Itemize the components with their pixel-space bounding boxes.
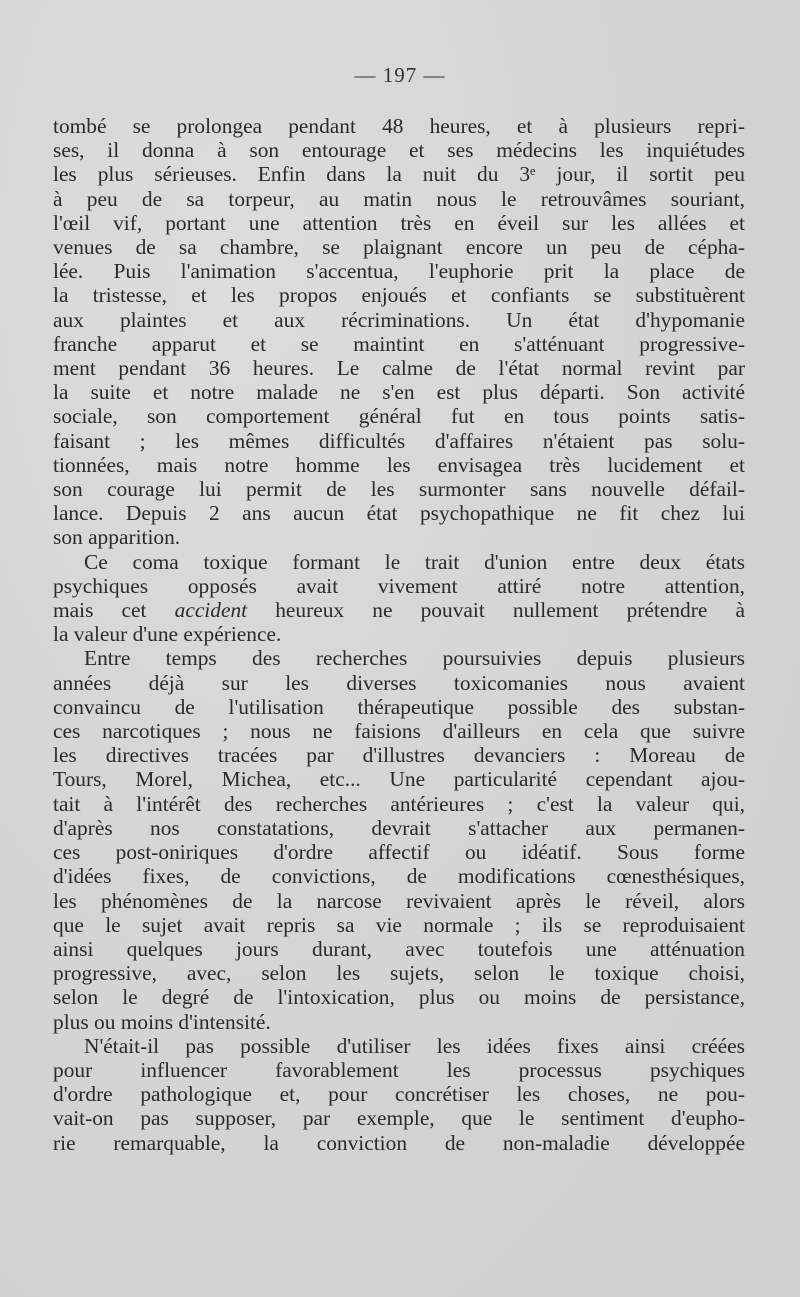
paragraph [53, 114, 745, 550]
text-line: aux plaintes et aux récriminations. Un état d'hypomanie [53, 307, 745, 332]
text-line: N'était-il pas possible d'utiliser les idées fixes ainsi créées [84, 1033, 745, 1058]
text-line: mais cet accident heureux ne pouvait nullement prétendre à [53, 598, 745, 623]
text-line: venues de sa chambre, se plaignant encore un peu de cépha- [53, 235, 745, 260]
text-line: lée. Puis l'animation s'accentua, l'euphorie prit la place de [53, 259, 745, 284]
text-line: les directives tracées par d'illustres devanciers : Moreau de [53, 743, 745, 768]
text-line: franche apparut et se maintint en s'atténuant progressive- [53, 331, 745, 356]
page-number: — 197 — [354, 63, 446, 87]
body-text [53, 114, 745, 1155]
text-line: faisant ; les mêmes difficultés d'affaires n'étaient pas solu- [53, 428, 745, 453]
text-line: années déjà sur les diverses toxicomanies nous avaient [53, 670, 745, 695]
text-line: selon le degré de l'intoxication, plus ou moins de persistance, [53, 985, 745, 1010]
text-line: que le sujet avait repris sa vie normale ; ils se reproduisaient [53, 912, 745, 937]
text-line: ment pendant 36 heures. Le calme de l'état normal revint par [53, 356, 745, 381]
text-line: Tours, Morel, Michea, etc... Une particularité cependant ajou- [53, 767, 745, 792]
italic-text: accident [174, 598, 248, 623]
text-line: ces narcotiques ; nous ne faisions d'ailleurs en cela que suivre [53, 719, 745, 744]
text-line: les phénomènes de la narcose revivaient après le réveil, alors [53, 888, 745, 913]
text-line: d'après nos constatations, devrait s'attacher aux permanen- [53, 815, 745, 840]
text-line: d'idées fixes, de convictions, de modifications cœnesthésiques, [53, 864, 745, 889]
text-line: la tristesse, et les propos enjoués et confiants se substituèrent [53, 283, 745, 308]
paragraph [53, 550, 745, 647]
text-line: Ce coma toxique formant le trait d'union entre deux états [84, 549, 745, 574]
text-line: pour influencer favorablement les processus psychiques [53, 1057, 745, 1082]
text-line: Entre temps des recherches poursuivies depuis plusieurs [84, 646, 745, 671]
text-line: d'ordre pathologique et, pour concrétiser les choses, ne pou- [53, 1082, 745, 1107]
text-line: vait-on pas supposer, par exemple, que le sentiment d'eupho- [53, 1106, 745, 1131]
text-line: la suite et notre malade ne s'en est plus départi. Son activité [53, 380, 745, 405]
text-line: rie remarquable, la conviction de non-maladie développée [53, 1130, 745, 1155]
text-line: la valeur d'une expérience. [53, 622, 282, 647]
text-line: convaincu de l'utilisation thérapeutique possible des substan- [53, 694, 745, 719]
text-line: à peu de sa torpeur, au matin nous le retrouvâmes souriant, [53, 186, 745, 211]
text-line: sociale, son comportement général fut en tous points satis- [53, 404, 745, 429]
text-line: son courage lui permit de les surmonter sans nouvelle défail- [53, 477, 745, 502]
text-line: ainsi quelques jours durant, avec toutefois une atténuation [53, 936, 745, 961]
text-line: psychiques opposés avait vivement attiré notre attention, [53, 573, 745, 598]
text-line: ces post-oniriques d'ordre affectif ou idéatif. Sous forme [53, 840, 745, 865]
text-line: plus ou moins d'intensité. [53, 1009, 271, 1034]
text-line: tionnées, mais notre homme les envisagea très lucidement et [53, 452, 745, 477]
text-line: son apparition. [53, 525, 181, 550]
text-line: ses, il donna à son entourage et ses médecins les inquiétudes [53, 138, 745, 163]
text-line: tombé se prolongea pendant 48 heures, et à plusieurs repri- [53, 114, 745, 138]
text-line: progressive, avec, selon les sujets, selon le toxique choisi, [53, 961, 745, 986]
paragraph [53, 1034, 745, 1155]
text-line: tait à l'intérêt des recherches antérieures ; c'est la valeur qui, [53, 791, 745, 816]
text-line: lance. Depuis 2 ans aucun état psychopathique ne fit chez lui [53, 501, 745, 526]
text-line: l'œil vif, portant une attention très en éveil sur les allées et [53, 210, 745, 235]
paragraph [53, 646, 745, 1033]
text-line: les plus sérieuses. Enfin dans la nuit du 3ᵉ jour, il sortit peu [53, 162, 745, 187]
